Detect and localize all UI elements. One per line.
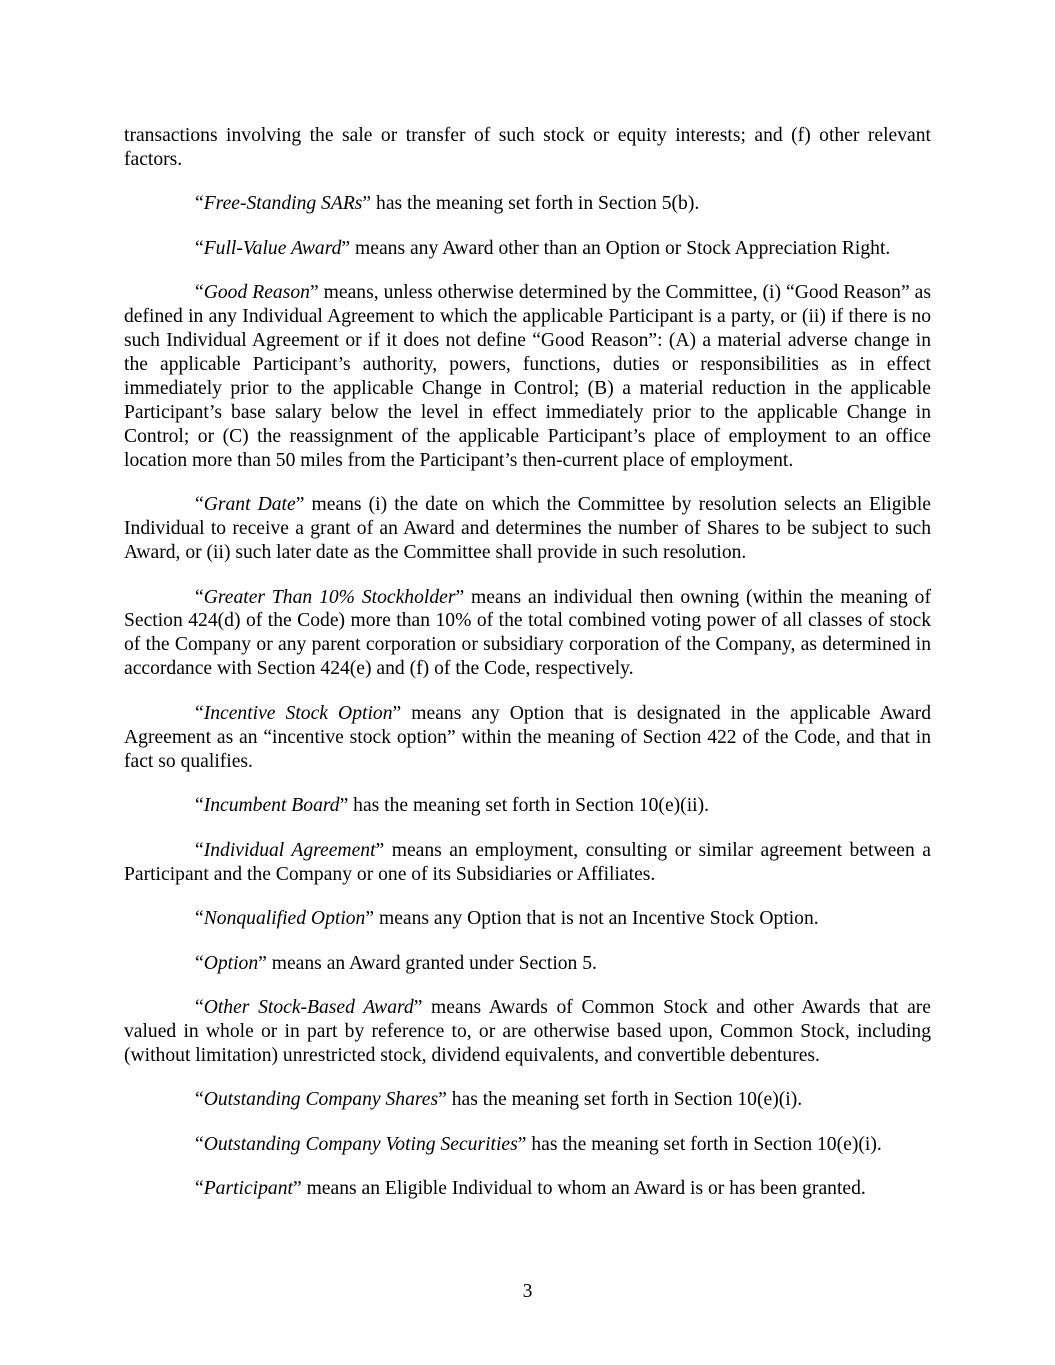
close-quote: ” xyxy=(392,702,402,724)
definition-other-stock-based-award xyxy=(124,996,931,1068)
defined-term: Free-Standing SARs xyxy=(203,193,363,215)
definition-text: has the meaning set forth in Section 5(b). xyxy=(371,193,700,215)
close-quote: ” xyxy=(341,237,351,259)
definition-text: means an Eligible Individual to whom an Award is or has been granted. xyxy=(301,1178,866,1200)
definition-outstanding-company-voting-securities xyxy=(124,1133,931,1157)
close-quote: ” xyxy=(362,193,372,215)
definition-individual-agreement xyxy=(124,839,931,887)
open-quote: “ xyxy=(195,586,204,608)
open-quote: “ xyxy=(195,839,204,861)
definition-text: means any Award other than an Option or Stock Appreciation Right. xyxy=(350,237,891,259)
open-quote: “ xyxy=(195,1133,204,1155)
definition-text: means an employment, consulting or similar agreement between a Participant and the Company or one of its Subsidiaries or Affiliates. xyxy=(124,839,931,885)
open-quote: “ xyxy=(195,997,204,1018)
defined-term: Good Reason xyxy=(203,282,310,304)
defined-term: Incumbent Board xyxy=(203,795,340,817)
definition-incentive-stock-option xyxy=(124,702,931,774)
open-quote: “ xyxy=(195,1089,204,1111)
open-quote: “ xyxy=(195,282,204,304)
defined-term: Outstanding Company Voting Securities xyxy=(203,1133,518,1155)
continuation-paragraph: transactions involving the sale or transfer of such stock or equity interests; and (f) other relevant factors. xyxy=(124,125,931,170)
definition-grant-date xyxy=(124,493,931,565)
close-quote: ” xyxy=(517,1133,527,1155)
defined-term: Incentive Stock Option xyxy=(203,702,393,724)
open-quote: “ xyxy=(195,952,204,974)
close-quote: ” xyxy=(292,1178,302,1200)
open-quote: “ xyxy=(195,908,204,929)
defined-term: Outstanding Company Shares xyxy=(203,1089,439,1111)
definition-text: means an individual then owning (within the meaning of Section 424(d) of the Code) more than 10% of the total combined voting power of all classes of stock of the Company or any parent corporation or subsidiary corporation of the Company, as determined in accordance with Section 424(e) and (f) of the Code, respectively. xyxy=(124,586,932,680)
defined-term: Full-Value Award xyxy=(203,237,342,259)
definition-text: has the meaning set forth in Section 10(e)(i). xyxy=(526,1133,882,1155)
document-page xyxy=(124,124,931,1222)
defined-term: Option xyxy=(203,952,259,974)
close-quote: ” xyxy=(413,997,423,1018)
definition-free-standing-sars xyxy=(124,192,931,216)
close-quote: ” xyxy=(309,282,319,304)
close-quote: ” xyxy=(295,494,305,516)
open-quote: “ xyxy=(195,795,204,817)
definition-outstanding-company-shares xyxy=(124,1088,931,1112)
definition-text: has the meaning set forth in Section 10(e)(i). xyxy=(446,1089,803,1111)
open-quote: “ xyxy=(195,494,204,516)
definition-text: means, unless otherwise determined by the Committee, (i) “Good Reason” as defined in any Individual Agreement to which the applicable Participant is a party, or (ii) if there is no such Individual Agreement or if it does not define “Good Reason”: (A) a material adverse change in the applicable Participant’s authority, powers, functions, duties or responsibilities as in effect immediately prior to the applicable Change in Control; (B) a material reduction in the applicable Participant’s base salary below the level in effect immediately prior to the applicable Change in Control; or (C) the reassignment of the applicable Participant’s place of employment to an office location more than 50 miles from the Participant’s then-current place of employment. xyxy=(124,282,932,471)
definition-full-value-award xyxy=(124,237,931,261)
defined-term: Nonqualified Option xyxy=(203,908,366,929)
open-quote: “ xyxy=(195,1178,204,1200)
close-quote: ” xyxy=(375,839,385,861)
open-quote: “ xyxy=(195,237,204,259)
defined-term: Greater Than 10% Stockholder xyxy=(203,586,456,608)
close-quote: ” xyxy=(455,586,465,608)
defined-term: Individual Agreement xyxy=(203,839,376,861)
definition-text: means any Option that is not an Incentive Stock Option. xyxy=(374,908,819,929)
defined-term: Participant xyxy=(203,1178,293,1200)
definition-text: means Awards of Common Stock and other Awards that are valued in whole or in part by reference to, or are otherwise based upon, Common Stock, including (without limitation) unrestricted stock, dividend equivalents, and convertible debentures. xyxy=(124,997,931,1066)
definition-text: means (i) the date on which the Committee by resolution selects an Eligible Individual to receive a grant of an Award and determines the number of Shares to be subject to such Award, or (ii) such later date as the Committee shall provide in such resolution. xyxy=(124,494,931,564)
page-number: 3 xyxy=(522,1281,533,1302)
definition-text: means any Option that is designated in the applicable Award Agreement as an “incentive stock option” within the meaning of Section 422 of the Code, and that in fact so qualifies. xyxy=(124,702,932,772)
definition-good-reason xyxy=(124,281,931,472)
open-quote: “ xyxy=(195,193,204,215)
close-quote: ” xyxy=(438,1089,447,1111)
definition-text: means an Award granted under Section 5. xyxy=(266,952,597,974)
close-quote: ” xyxy=(339,795,349,817)
defined-term: Other Stock-Based Award xyxy=(203,997,414,1018)
definition-text: has the meaning set forth in Section 10(e)(ii). xyxy=(348,795,710,817)
definition-incumbent-board xyxy=(124,794,931,818)
definition-nonqualified-option xyxy=(124,907,931,931)
close-quote: ” xyxy=(365,908,375,929)
open-quote: “ xyxy=(195,702,204,724)
definition-greater-than-10-stockholder xyxy=(124,586,931,682)
defined-term: Grant Date xyxy=(203,494,296,516)
definition-option xyxy=(124,952,931,976)
definition-participant xyxy=(124,1177,931,1201)
close-quote: ” xyxy=(258,952,267,974)
